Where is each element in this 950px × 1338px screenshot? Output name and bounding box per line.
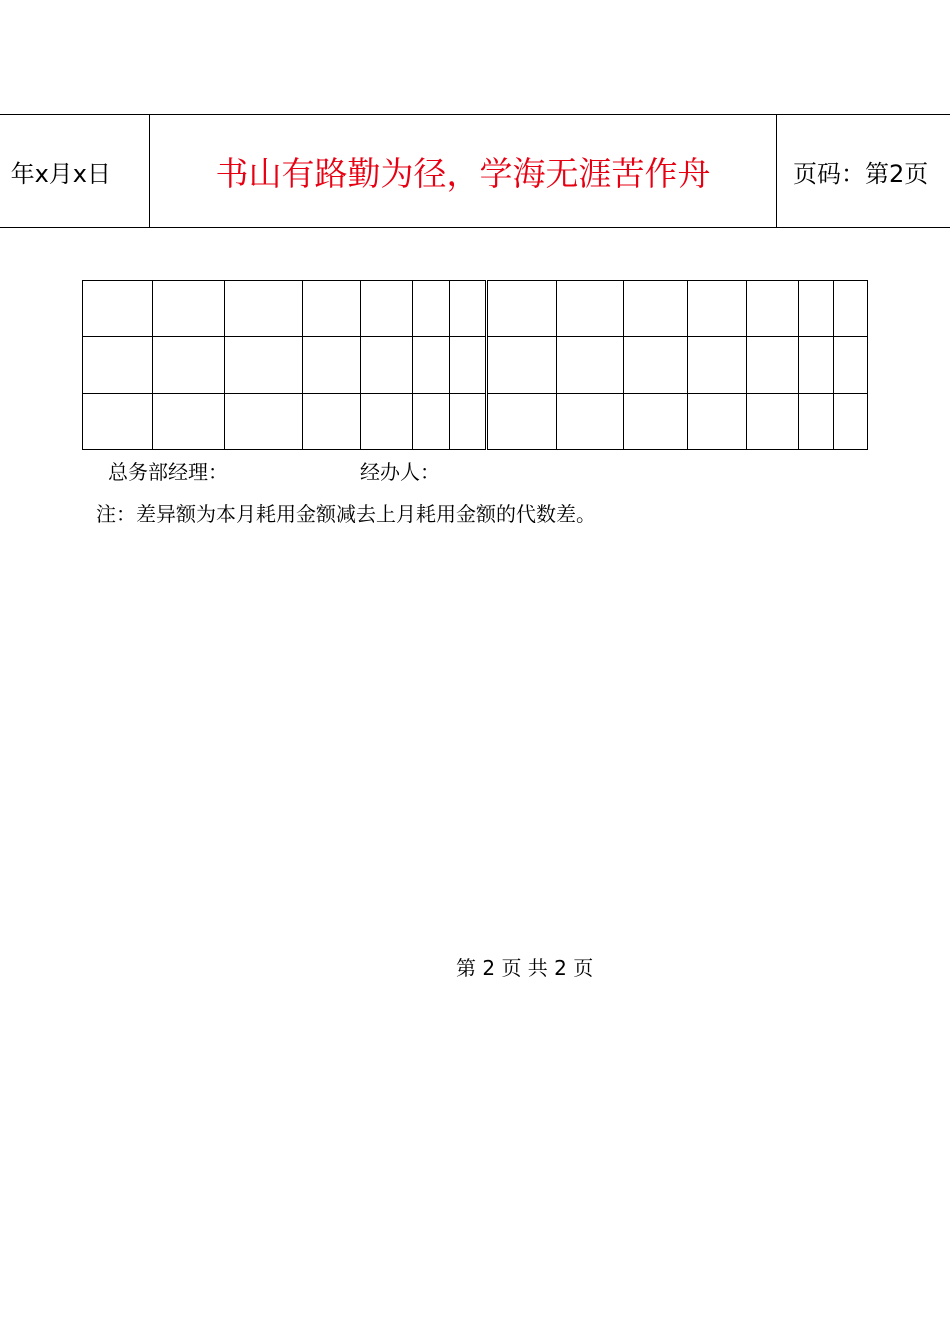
- table-cell: [413, 337, 450, 393]
- table-cell: [557, 393, 624, 449]
- table-cell: [688, 281, 747, 337]
- table-cell: [361, 337, 413, 393]
- manager-label: 总务部经理：: [108, 460, 228, 484]
- table-cell: [225, 337, 303, 393]
- table-cell: [450, 393, 487, 449]
- table-cell: [83, 337, 153, 393]
- table-cell: [153, 337, 225, 393]
- header-date: 年x月x日: [10, 159, 111, 188]
- table-cell: [153, 281, 225, 337]
- table-cell: [450, 337, 487, 393]
- blank-grid-table: [82, 280, 869, 450]
- table-cell: [557, 337, 624, 393]
- table-cell: [557, 281, 624, 337]
- grid-body: [83, 281, 869, 450]
- table-cell: [799, 337, 834, 393]
- table-cell: [624, 281, 688, 337]
- footnote: 注：差异额为本月耗用金额减去上月耗用金额的代数差。: [96, 502, 596, 526]
- table-cell: [688, 393, 747, 449]
- table-cell: [303, 393, 361, 449]
- table-cell: [450, 281, 487, 337]
- table-cell: [624, 337, 688, 393]
- header-page-label: [777, 115, 950, 227]
- header-page-text: 页码：第2页: [793, 159, 929, 188]
- table-cell: [487, 393, 557, 449]
- table-cell: [624, 393, 688, 449]
- table-cell: [747, 393, 799, 449]
- table-cell: [225, 393, 303, 449]
- table-cell: [799, 281, 834, 337]
- table-cell: [361, 393, 413, 449]
- table-row: [83, 281, 869, 337]
- table-cell: [834, 281, 868, 337]
- table-cell: [83, 281, 153, 337]
- table-row: [83, 393, 869, 449]
- page-count: 第 2 页 共 2 页: [456, 956, 594, 980]
- handler-label: 经办人：: [360, 460, 440, 484]
- table-cell: [747, 337, 799, 393]
- table-cell: [487, 281, 557, 337]
- table-cell: [413, 393, 450, 449]
- table-cell: [487, 337, 557, 393]
- header-motto: 书山有路勤为径，学海无涯苦作舟: [215, 153, 711, 193]
- table-cell: [83, 393, 153, 449]
- table-cell: [361, 281, 413, 337]
- page-header: [0, 114, 950, 228]
- table-cell: [799, 393, 834, 449]
- table-cell: [153, 393, 225, 449]
- table-cell: [688, 337, 747, 393]
- table-row: [83, 337, 869, 393]
- table-cell: [413, 281, 450, 337]
- table-cell: [834, 393, 868, 449]
- table-cell: [303, 281, 361, 337]
- table-cell: [747, 281, 799, 337]
- table-cell: [303, 337, 361, 393]
- table-cell: [834, 337, 868, 393]
- table-cell: [225, 281, 303, 337]
